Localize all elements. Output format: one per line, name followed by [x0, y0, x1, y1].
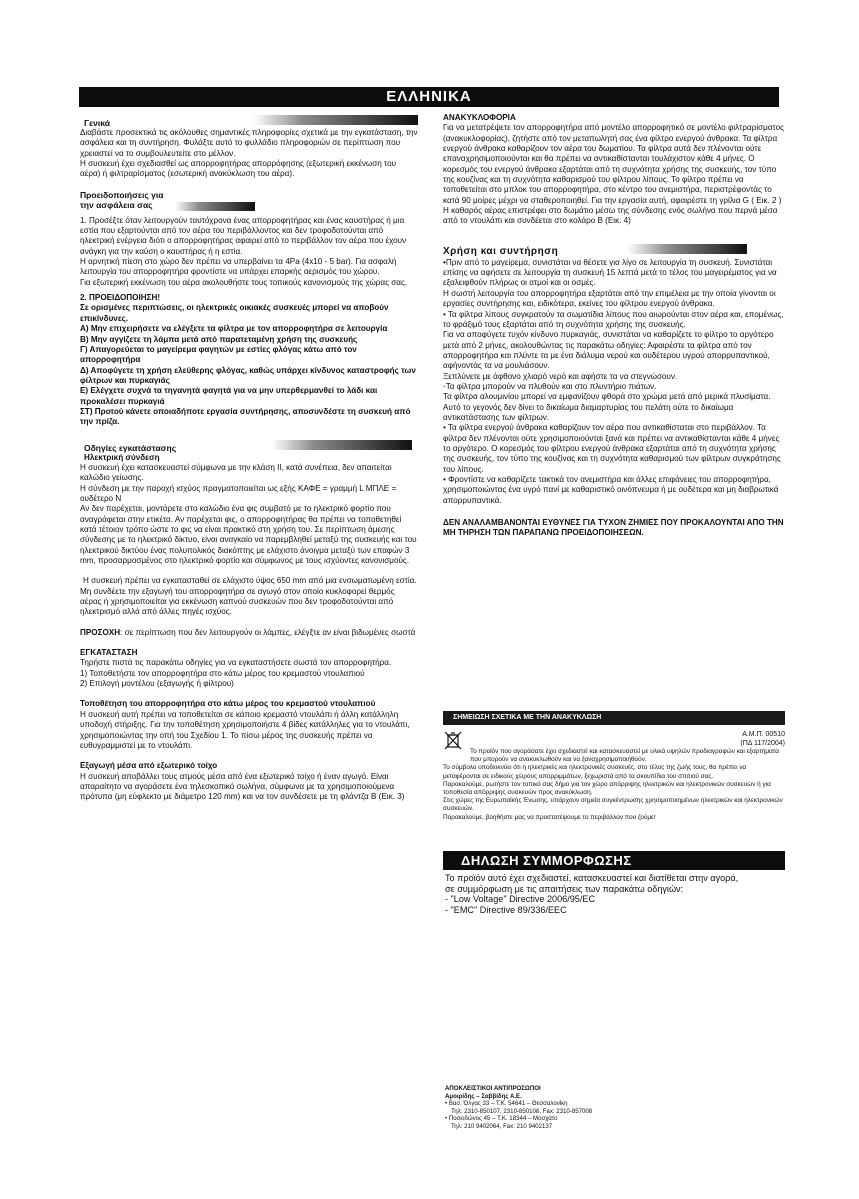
maintenance-line: • Τα φίλτρα λίπους συγκρατούν τα σωματίδια λίπους που αιωρούνται στον αέρα και, επομένως, το φράξιμό τους εξαρτάται από τη συχνότητα χρήσης της συσκευής.: [443, 309, 784, 329]
recycling-body: [443, 731, 785, 822]
maintenance-heading: [443, 241, 785, 255]
warning-line: Α) Μην επιχειρήσετε να ελέγξετε τα φίλτρα με τον απορροφητήρα σε λειτουργία: [80, 324, 388, 334]
heading-gradient-bar: [175, 202, 255, 211]
liability-notice: ΔΕΝ ΑΝΑΛΑΜΒΑΝΟΝΤΑΙ ΕΥΘΥΝΕΣ ΓΙΑ ΤΥΧΟΝ ΖΗΜΙΕΣ ΠΟΥ ΠΡΟΚΑΛΟΥΝΤΑΙ ΑΠΟ ΤΗΝ ΜΗ ΤΗΡΗΣΗ ΤΩΝ ΠΑΡΑΠΑΝΩ ΠΡΟΕΙΔΟΠΟΙΗΣΕΩΝ.: [443, 518, 784, 538]
representatives-title: ΑΠΟΚΛΕΙΣΤΙΚΟΙ ΑΝΤΙΠΡΟΣΩΠΟΙ: [445, 1085, 541, 1092]
warning-title: 2. ΠΡΟΕΙΔΟΠΟΙΗΣΗ!: [80, 293, 161, 303]
maintenance-line: Για να αποφύγετε τυχόν κίνδυνο πυρκαγιάς, συνιστάται να καθαρίζετε το φίλτρο το αργότερο μετά από 2 μήνες, ακολουθώντας τις παρακάτω οδηγίες: Αφαιρέστε τα φίλτρα από τον απορροφητήρα και πλύντε τα με ένα διάλυμα νερού και ουδέτερου υγρού απορρυπαντικού, αφήνοντάς τα να μουλιάσουν.: [443, 330, 774, 371]
declaration-line: - "Low Voltage" Directive 2006/95/EC: [445, 894, 596, 905]
safety-heading: [80, 190, 418, 214]
placement-paragraph: Η συσκευή αυτή πρέπει να τοποθετείται σε κάποιο κρεμαστό ντουλάπι ή άλλη κατάλληλη υποδοχή στήριξης. Για την τοποθέτηση χρησιμοποιήστε 4 βίδες κατάλληλες για το ντουλάπι, χρησιμοποιώντας την οπή του Σχεδίου 1. Το πίσω μέρος της συσκευής πρέπει να ευθυγραμμιστεί με το ντουλάπι.: [80, 709, 410, 750]
language-banner: ΕΛΛΗΝΙΚΑ: [79, 87, 779, 107]
recycling-line: Το προϊόν που αγοράσατε έχει σχεδιαστεί και κατασκευαστεί με υλικά υψηλών προδιαγραφών και εξαρτήματα που μπορούν να ανακυκλωθούν και να ξαναχρησιμοποιηθούν.: [470, 748, 779, 764]
heading-gradient-bar: [253, 115, 418, 125]
electrical-paragraph: Η συσκευή έχει κατασκευαστεί σύμφωνα με την κλάση II, κατά συνέπεια, δεν απαιτείται καλώδιο γείωσης.: [80, 462, 392, 483]
safety-title-line2: την ασφάλεια σας: [80, 200, 153, 211]
maintenance-line: -Τα φίλτρα μπορούν να πλυθούν και στο πλυντήριο πιάτων.: [443, 381, 657, 391]
maintenance-line: • Τα φίλτρα ενεργού άνθρακα καθαρίζουν τον αέρα που αντικαθίσταται στο περιβάλλον. Τα φίλτρα δεν πλένονται ούτε χρησιμοποιούνται ξανά και πρέπει να αντικαθίστανται κάθε 4 μήνες το αργότερο. Ο κορεσμός του φίλτρου ενεργού άνθρακα εξαρτάται από τη συχνότητα χρήσης της συσκευής, τον τύπο της κουζίνας και τη συχνότητα καθαρισμού των φίλτρων συγκράτησης του λίπους.: [443, 423, 781, 474]
representatives-block: [445, 1085, 785, 1131]
recirculation-paragraph: Για να μετατρέψετε τον απορροφητήρα από μοντέλο απορροφητικό σε μοντέλο φιλτραρίσματος (ανακυκλοφορίας), ζητήστε από τον μεταπωλητή σας ένα φίλτρο ενεργού άνθρακα. Τα φίλτρα ενεργού άνθρακα καθαρίζουν τον αέρα του δωματίου. Τα φίλτρα αυτά δεν πλένονται ούτε επαναχρησιμοποιούνται και θα πρέπει να αντικαθίστανται τουλάχιστον κάθε 4 μήνες. Ο κορεσμός του ενεργού άνθρακα εξαρτάται από τη συχνότητα χρήσης της συσκευής, τον τύπο της κουζίνας και τη συχνότητα καθαρισμού του φίλτρου λίπους. Το φίλτρο πρέπει να τοποθετείται στο μπλοκ του απορροφητήρα, στο κέντρο του ανεμιστήρα, περιστρέφοντάς το κατά 90 μοίρες μέχρι να σταθεροποιηθεί. Για την εργασία αυτή, αφαιρέστε τη γρίλια G ( Εικ. 2 ) Η καθαρός αέρας επιστρέφει στο δωμάτιο μέσω της σύνδεσης ενός σωλήνα που περνά μέσα από το ντουλάπι και συνδέεται στο κολάρο B (Εικ. 4): [443, 123, 785, 226]
recycling-reference: Α.Μ.Π. 00510: [742, 731, 785, 738]
declaration-body: [445, 873, 785, 915]
general-title: Γενικά: [84, 118, 110, 128]
safety-paragraph: Για εξωτερική εκκένωση του αέρα ακολουθήστε τους τοπικούς κανονισμούς της χώρας σας.: [80, 277, 408, 287]
exhaust-title: Εξαγωγή μέσα από εξωτερικό τοίχο: [80, 761, 218, 771]
warning-line: Β) Μην αγγίζετε τη λάμπα μετά από παρατεταμένη χρήση της συσκευής: [80, 334, 358, 344]
install-heading: [80, 438, 418, 451]
maintenance-title: Χρήση και συντήρηση: [443, 245, 559, 257]
caution-label: ΠΡΟΣΟΧΗ: [80, 627, 121, 637]
declaration-line: - "EMC" Directive 89/336/EEC: [445, 904, 567, 915]
installation-paragraph: Τηρήστε πιστά τις παρακάτω οδηγίες για να εγκαταστήσετε σωστά τον απορροφητήρα.: [80, 658, 392, 668]
recycling-line: Στις χώρες της Ευρωπαϊκής Ένωσης, υπάρχουν σημεία συγκέντρωσης χρησιμοποιημένων ηλεκτρικών και ηλεκτρονικών συσκευών.: [443, 797, 783, 813]
declaration-line: σε συμμόρφωση με τις απαιτήσεις των παρακάτω οδηγιών:: [445, 883, 684, 894]
maintenance-line: Η σωστή λειτουργία του απορροφητήρα εξαρτάται από την επιμέλεια με την οποία γίνονται οι εργασίες συντήρησης και, ειδικότερα, εκείνες του φίλτρου ενεργού άνθρακα.: [443, 288, 776, 309]
warning-line: Δ) Αποφύγετε τη χρήση ελεύθερης φλόγας, καθώς υπάρχει κίνδυνος καταστροφής των φίλτρων και πυρκαγιάς: [80, 365, 416, 385]
warning-line: Γ) Απαγορεύεται το μαγείρεμα φαγητών με εστίες φλόγας κάτω από τον απορροφητήρα: [80, 344, 357, 365]
installation-step: 1) Τοποθετήστε τον απορροφητήρα στο κάτω μέρος του κρεμαστού ντουλαπιού: [80, 668, 365, 678]
general-heading: [80, 113, 418, 126]
maintenance-line: •Πριν από το μαγείρεμα, συνιστάται να θέσετε για λίγο σε λειτουργία τη συσκευή. Συνιστάται επίσης να αφήσετε σε λειτουργία τη συσκευή 15 λεπτά μετά το τέλος του μαγειρέματος για να εξαλειφθούν πλήρως οι ατμοί και οι οσμές.: [443, 257, 777, 288]
crossed-bin-icon: [443, 730, 463, 750]
exhaust-paragraph: Η συσκευή αποβάλλει τους ατμούς μέσα από ένα εξωτερικό τοίχο ή έναν αγωγό. Είναι απαραίτητο να αγοράσετε ένα τηλεσκοπικό σωλήνα, σύμφωνα με τα χρησιμοποιούμενα πρότυπα (μη εύφλεκτο με διάμετρο 120 mm) και να τον συνδέσετε με τη φλάντζα B (Εικ. 3): [80, 771, 405, 802]
recirculation-title: ΑΝΑΚΥΚΛΟΦΟΡΙΑ: [443, 113, 516, 122]
representatives-company: Αμοιρίδης – Σαββίδης Α.Ε.: [445, 1092, 522, 1100]
representatives-line: • Βασ. Όλγας 33 – Τ.Κ. 54641 – Θεσσαλονίκη: [445, 1100, 568, 1108]
heading-gradient-bar: [272, 440, 412, 450]
maintenance-line: Ξεπλύνετε με άφθονο χλιαρό νερό και αφήστε τα να στεγνώσουν.: [443, 371, 678, 381]
safety-title-line1: Προειδοποιήσεις για: [80, 189, 164, 200]
declaration-heading: ΔΗΛΩΣΗ ΣΥΜΜΟΡΦΩΣΗΣ: [443, 851, 785, 870]
height-paragraph: Μη συνδέετε την εξαγωγή του απορροφητήρα σε αγωγό στον οποίο κυκλοφορεί θερμός αέρας ή χρησιμοποιείται για εκκένωση καπνού συσκευών που δεν τροφοδοτούνται από ηλεκτρισμό αλλά από άλλες πηγές ισχύος.: [80, 586, 395, 617]
left-column: [80, 113, 418, 803]
warning-line: Σε ορισμένες περιπτώσεις, οι ηλεκτρικές οικιακές συσκευές μπορεί να αποβούν επικίνδυνες.: [80, 303, 389, 323]
safety-paragraph: 1. Προσέξτε όταν λειτουργούν ταυτόχρονα ένας απορροφητήρας και ένας καυστήρας ή μια εστία που εξαρτούνται από τον αέρα του περιβάλλοντος και δεν τροφοδοτούνται από ηλεκτρική ενέργεια διότι ο απορροφητήρας αφαιρεί από το περιβάλλον τον αέρα που έχουν ανάγκη για την καύση ο καυστήρας ή η εστία.: [80, 215, 407, 256]
recycling-heading: ΣΗΜΕΙΩΣΗ ΣΧΕΤΙΚΑ ΜΕ ΤΗΝ ΑΝΑΚΥΚΛΩΣΗ: [443, 711, 785, 725]
recycling-line: Παρακαλούμε, ρωτήστε τον τοπικό σας δήμο για τον χώρο απόρριψης ηλεκτρικών και ηλεκτρονικών συσκευών ή για τοποθεσία απόρριψης συσκευών προς ανακύκλωση.: [443, 780, 771, 797]
recycling-reference: (ΠΔ 117/2004): [740, 739, 785, 747]
recycling-line: Το σύμβολο υποδεικνύει ότι η ηλεκτρικές και ηλεκτρονικές συσκευές, στο τέλος της ζωής τους, θα πρέπει να μεταφέρονται σε ειδικούς χώρους απορριμμάτων, ξεχωριστά από τα σκουπίδια του σπιτιού σας.: [443, 764, 747, 780]
electrical-title: Ηλεκτρική σύνδεση: [84, 452, 160, 462]
general-paragraph: Η συσκευή έχει σχεδιασθεί ως απορροφητήρας απορρόφησης (εξωτερική εκκένωση του αέρα) ή φιλτραρίσματος (εσωτερική ανακύκλωση του αέρα).: [80, 159, 397, 179]
right-column: [443, 113, 785, 539]
maintenance-line: • Φροντίστε να καθαρίζετε τακτικά τον ανεμιστήρα και άλλες επιφάνειες του απορροφητήρα, χρησιμοποιώντας ένα υγρό πανί με καθαριστικό οινόπνευμα ή με ουδέτερα και μη διαβρωτικά απορρυπαντικά.: [443, 475, 779, 505]
safety-paragraph: Η αρνητική πίεση στο χώρο δεν πρέπει να υπερβαίνει τα 4Pa (4x10 - 5 bar). Για ασφαλή λειτουργία του απορροφητήρα φροντίστε να υπάρχει επαρκής αερισμός του χώρου.: [80, 257, 397, 277]
caution-text: : σε περίπτωση που δεν λειτουργούν οι λάμπες, ελέγξτε αν είναι βιδωμένες σωστά: [120, 627, 416, 637]
warning-line: Ε) Ελέγχετε συχνά τα τηγανητά φαγητά για να μην υπερθερμανθεί το λάδι και προκαλέσει πυρκαγιά: [80, 386, 378, 406]
declaration-line: Το προϊόν αυτό έχει σχεδιαστεί, κατασκευαστεί και διατίθεται στην αγορά,: [445, 873, 739, 883]
caution-paragraph: [80, 628, 418, 638]
warning-line: ΣΤ) Προτού κάνετε οποιαδήποτε εργασία συντήρησης, αποσυνδέστε τη συσκευή από την πρίζα.: [80, 406, 411, 427]
representatives-line: Τηλ: 2310-850107, 2310-850108, Fax: 2310-857008: [451, 1107, 593, 1115]
installation-title: ΕΓΚΑΤΑΣΤΑΣΗ: [80, 648, 138, 658]
general-paragraph: Διαβάστε προσεκτικά τις ακόλουθες σημαντικές πληροφορίες σχετικά με την εγκατάσταση, την ασφάλεια και τη συντήρηση. Φυλάξτε αυτό το φυλλάδιο πληροφοριών σε περίπτωση που χρειαστεί να το συμβουλευτείτε στο μέλλον.: [80, 128, 418, 158]
electrical-paragraph: Η σύνδεση με την παροχή ισχύος πραγματοποιείται ως εξής ΚΑΦΕ = γραμμή L ΜΠΛΕ = ουδέτερο N: [80, 483, 397, 503]
maintenance-line: Τα φίλτρα αλουμινίου μπορεί να εμφανίζουν φθορά στο χρώμα μετά από μερικά πλυσίματα. Αυτό το γεγονός δεν δίνει το δικαίωμα διαμαρτυρίας του πελάτη ούτε το δικαίωμα αντικατάστασης των φίλτρων.: [443, 392, 771, 422]
placement-title: Τοποθέτηση του απορροφητήρα στο κάτω μέρος του κρεμαστού ντουλαπιού: [80, 699, 376, 709]
installation-step: 2) Επιλογή μοντέλου (εξαγωγής ή φίλτρου): [80, 679, 234, 689]
recycling-line: Παρακαλούμε, βοηθήστε μας να προστατέψουμε το περιβάλλον που ζούμε!: [443, 813, 656, 821]
heading-gradient-bar: [627, 244, 747, 254]
height-paragraph: Η συσκευή πρέπει να εγκατασταθεί σε ελάχιστο ύψος 650 mm από μια ενσωματωμένη εστία.: [83, 576, 417, 586]
representatives-line: • Ποσειδώνος 45 – Τ.Κ. 18344 – Μοσχάτο: [445, 1115, 558, 1123]
install-title: Οδηγίες εγκατάστασης: [84, 442, 177, 453]
representatives-line: Τηλ: 210 9402064, Fax: 210 9402137: [451, 1122, 553, 1130]
electrical-paragraph: Αν δεν παρέχεται, μοντάρετε στο καλώδιο ένα φις συμβατό με το ηλεκτρικό φορτίο που αναγράφεται στην ετικέτα. Αν παρέχεται φις, ο απορροφητήρας θα πρέπει να τοποθετηθεί κατά τέτοιον τρόπο ώστε το φις να είναι πρακτικό στη χρήση του. Σε περίπτωση άμεσης σύνδεσης με το ηλεκτρικό δίκτυο, είναι αναγκαίο να παρεμβληθεί μεταξύ της συσκευής και του ηλεκτρικού δικτύου ένας πολυπολικός διακόπτης με ελάχιστο άνοιγμα μεταξύ των επαφών 3 mm, προσαρμοσμένος στο ηλεκτρικό φορτίο και σύμφωνος με τους ισχύοντες κανονισμούς.: [80, 504, 417, 566]
